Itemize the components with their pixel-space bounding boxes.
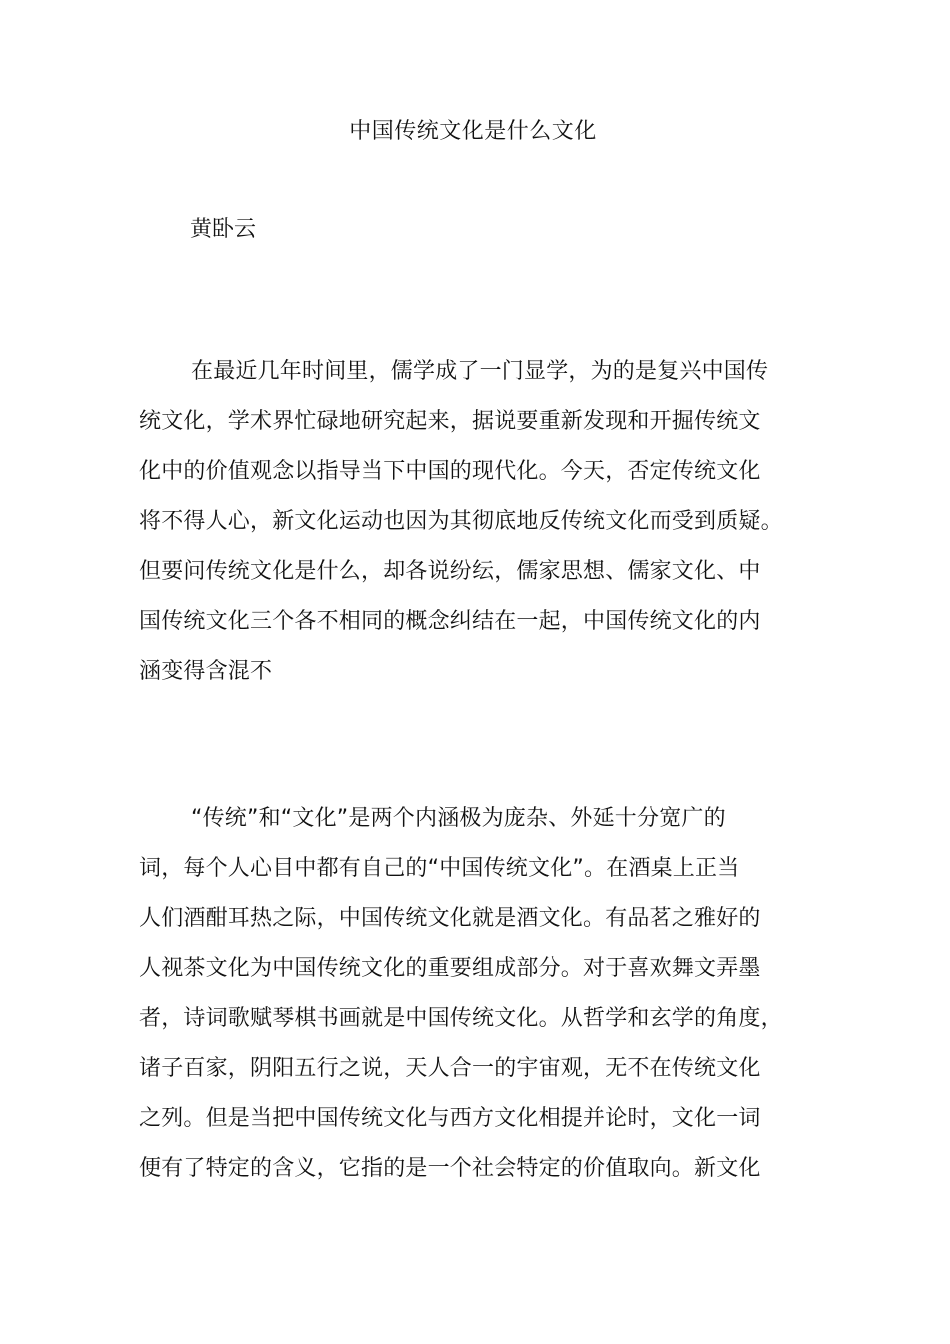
paragraph-1: [139, 356, 799, 706]
paragraph-2: [139, 803, 799, 1203]
paragraph-line: 词，每个人心目中都有自己的“中国传统文化”。在酒桌上正当: [139, 856, 740, 881]
paragraph-line: 但要问传统文化是什么，却各说纷纭，儒家思想、儒家文化、中: [139, 559, 761, 584]
paragraph-line: 在最近几年时间里，儒学成了一门显学，为的是复兴中国传: [191, 359, 769, 384]
paragraph-line: 便有了特定的含义，它指的是一个社会特定的价值取向。新文化: [139, 1156, 761, 1181]
paragraph-line: 之列。但是当把中国传统文化与西方文化相提并论时，文化一词: [139, 1106, 761, 1131]
paragraph-line: 涵变得含混不: [139, 659, 273, 684]
paragraph-line: 人们酒酣耳热之际，中国传统文化就是酒文化。有品茗之雅好的: [139, 906, 761, 931]
paragraph-line: “传统”和“文化”是两个内涵极为庞杂、外延十分宽广的: [191, 806, 726, 831]
document-author: 黄卧云: [190, 217, 257, 242]
paragraph-line: 诸子百家，阴阳五行之说，天人合一的宇宙观，无不在传统文化: [139, 1056, 761, 1081]
paragraph-line: 国传统文化三个各不相同的概念纠结在一起，中国传统文化的内: [139, 609, 761, 634]
paragraph-line: 人视茶文化为中国传统文化的重要组成部分。对于喜欢舞文弄墨: [139, 956, 761, 981]
paragraph-line: 将不得人心，新文化运动也因为其彻底地反传统文化而受到质疑。: [139, 509, 783, 534]
paragraph-line: 者，诗词歌赋琴棋书画就是中国传统文化。从哲学和玄学的角度，: [139, 1006, 783, 1031]
document-title: 中国传统文化是什么文化: [349, 119, 597, 144]
paragraph-line: 化中的价值观念以指导当下中国的现代化。今天，否定传统文化: [139, 459, 761, 484]
paragraph-line: 统文化，学术界忙碌地研究起来，据说要重新发现和开掘传统文: [139, 409, 761, 434]
